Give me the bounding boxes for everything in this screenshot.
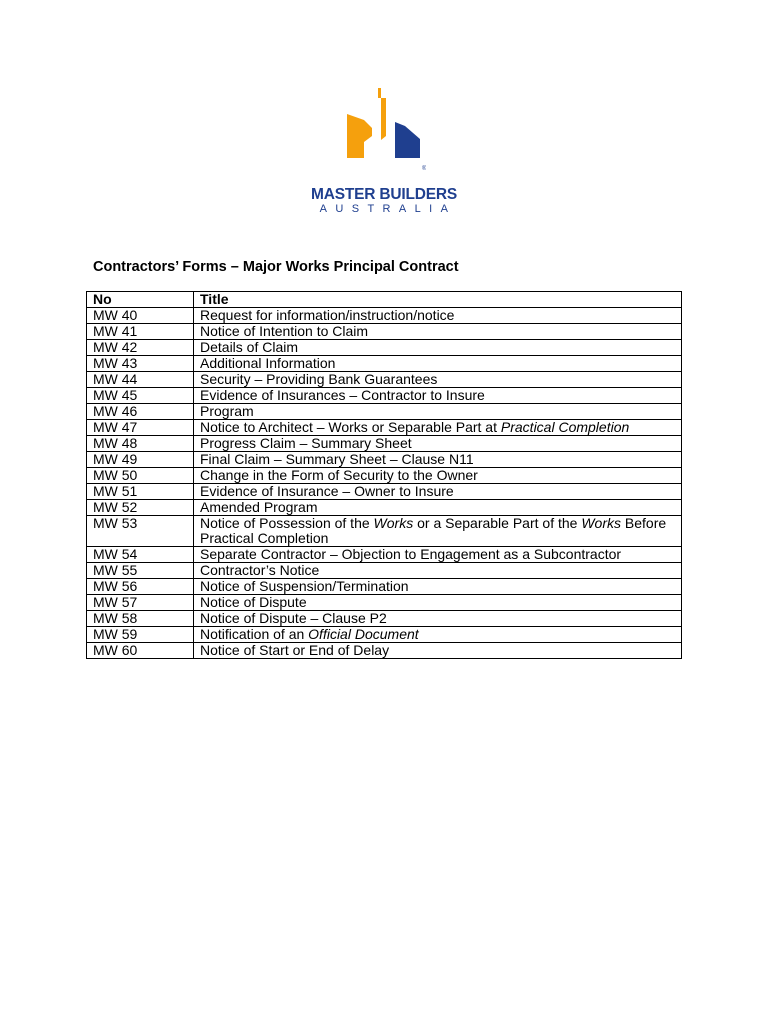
form-number: MW 51 xyxy=(87,484,194,500)
form-title-segment: Notice of Dispute – Clause P2 xyxy=(200,610,387,626)
form-title xyxy=(194,611,682,627)
form-title-segment: Notice of Intention to Claim xyxy=(200,323,369,339)
form-title-segment: Official Document xyxy=(308,626,419,642)
form-title xyxy=(194,452,682,468)
forms-table-body xyxy=(87,308,682,659)
registered-mark: ® xyxy=(422,166,426,172)
form-number: MW 54 xyxy=(87,547,194,563)
form-title-segment: Details of Claim xyxy=(200,339,299,355)
form-title xyxy=(194,547,682,563)
table-header-row xyxy=(87,292,682,308)
form-number: MW 58 xyxy=(87,611,194,627)
form-title xyxy=(194,516,682,547)
form-number: MW 41 xyxy=(87,324,194,340)
header-title: Title xyxy=(194,292,682,308)
logo-country: AUSTRALIA xyxy=(319,203,457,215)
logo-brand-name: MASTER BUILDERS xyxy=(311,186,457,203)
form-title-segment: Evidence of Insurance – Owner to Insure xyxy=(200,483,454,499)
form-title-segment: Security – Providing Bank Guarantees xyxy=(200,371,438,387)
form-title-segment: Additional Information xyxy=(200,355,336,371)
logo-orange-shape xyxy=(347,88,386,158)
form-title xyxy=(194,436,682,452)
table-row xyxy=(87,324,682,340)
form-title-segment: Evidence of Insurances – Contractor to Insure xyxy=(200,387,485,403)
table-row xyxy=(87,611,682,627)
table-row xyxy=(87,340,682,356)
form-title-segment: Amended Program xyxy=(200,499,318,515)
table-row xyxy=(87,388,682,404)
form-title-segment: Works xyxy=(581,515,621,531)
form-number: MW 42 xyxy=(87,340,194,356)
form-number: MW 40 xyxy=(87,308,194,324)
table-row xyxy=(87,468,682,484)
form-number: MW 56 xyxy=(87,579,194,595)
form-number: MW 45 xyxy=(87,388,194,404)
table-row xyxy=(87,452,682,468)
form-title-segment: Notice of Dispute xyxy=(200,594,307,610)
form-title-segment: Program xyxy=(200,403,254,419)
form-number: MW 55 xyxy=(87,563,194,579)
logo-blue-shape xyxy=(395,122,420,158)
form-title xyxy=(194,500,682,516)
table-row xyxy=(87,595,682,611)
form-title xyxy=(194,340,682,356)
form-number: MW 44 xyxy=(87,372,194,388)
header-no: No xyxy=(87,292,194,308)
form-title xyxy=(194,627,682,643)
form-title-segment: Notice of Suspension/Termination xyxy=(200,578,409,594)
form-title-segment: Before Practical Completion xyxy=(200,515,667,546)
form-title xyxy=(194,404,682,420)
form-number: MW 59 xyxy=(87,627,194,643)
form-title xyxy=(194,324,682,340)
table-row xyxy=(87,643,682,659)
form-title xyxy=(194,308,682,324)
logo-mark-icon xyxy=(344,86,426,176)
table-row xyxy=(87,404,682,420)
table-row xyxy=(87,547,682,563)
table-row xyxy=(87,563,682,579)
page-title: Contractors’ Forms – Major Works Principal Contract xyxy=(93,259,459,275)
table-row xyxy=(87,356,682,372)
form-title xyxy=(194,372,682,388)
table-row xyxy=(87,516,682,547)
forms-table xyxy=(86,291,682,659)
form-title xyxy=(194,468,682,484)
form-title-segment: Practical Completion xyxy=(500,419,630,435)
form-number: MW 52 xyxy=(87,500,194,516)
form-number: MW 48 xyxy=(87,436,194,452)
form-title-segment: Change in the Form of Security to the Owner xyxy=(200,467,478,483)
table-row xyxy=(87,436,682,452)
table-row xyxy=(87,579,682,595)
form-title-segment: Notice of Start or End of Delay xyxy=(200,642,390,658)
table-row xyxy=(87,484,682,500)
form-title xyxy=(194,420,682,436)
form-title-segment: Works xyxy=(373,515,414,531)
form-title-segment: Contractor’s Notice xyxy=(200,562,320,578)
table-row xyxy=(87,500,682,516)
form-number: MW 60 xyxy=(87,643,194,659)
form-title-segment: Notice to Architect – Works or Separable Part at xyxy=(200,419,501,435)
master-builders-logo xyxy=(0,80,768,220)
form-title xyxy=(194,595,682,611)
form-title xyxy=(194,579,682,595)
form-number: MW 47 xyxy=(87,420,194,436)
form-number: MW 46 xyxy=(87,404,194,420)
form-title-segment: Progress Claim – Summary Sheet xyxy=(200,435,412,451)
table-row xyxy=(87,308,682,324)
form-title xyxy=(194,356,682,372)
form-title xyxy=(194,388,682,404)
form-title-segment: Notification of an xyxy=(200,626,309,642)
form-number: MW 43 xyxy=(87,356,194,372)
form-title-segment: Notice of Possession of the xyxy=(200,515,374,531)
form-number: MW 57 xyxy=(87,595,194,611)
table-row xyxy=(87,420,682,436)
table-row xyxy=(87,372,682,388)
form-title-segment: Request for information/instruction/notice xyxy=(200,307,455,323)
form-number: MW 53 xyxy=(87,516,194,547)
form-title-segment: Final Claim – Summary Sheet – Clause N11 xyxy=(200,451,474,467)
form-title xyxy=(194,484,682,500)
form-title xyxy=(194,643,682,659)
form-title-segment: or a Separable Part of the xyxy=(413,515,582,531)
form-number: MW 50 xyxy=(87,468,194,484)
table-row xyxy=(87,627,682,643)
form-number: MW 49 xyxy=(87,452,194,468)
form-title xyxy=(194,563,682,579)
form-title-segment: Separate Contractor – Objection to Engagement as a Subcontractor xyxy=(200,546,622,562)
